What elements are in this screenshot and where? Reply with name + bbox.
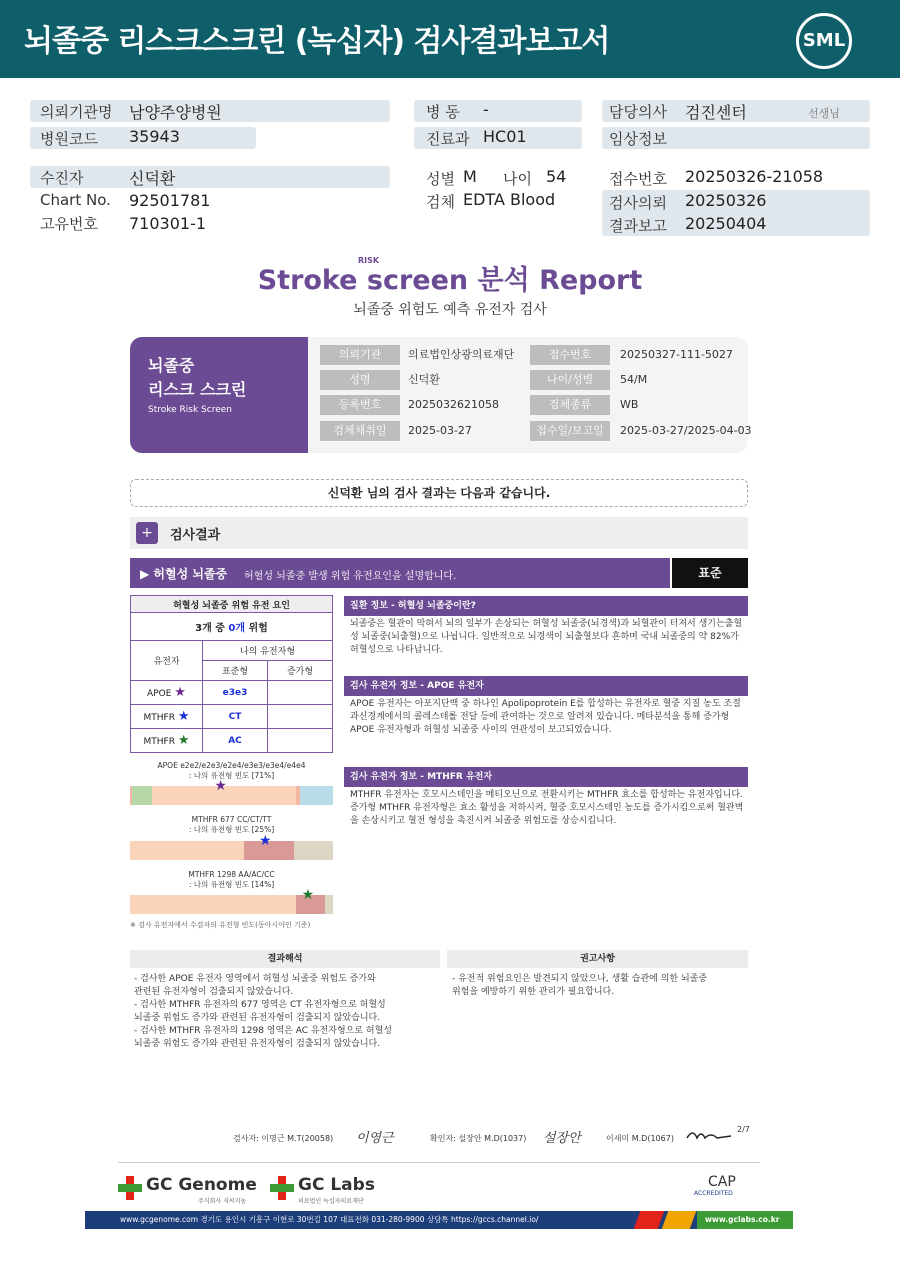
confirmer-signature: 설장안: [543, 1131, 581, 1146]
dept-label: 진료과: [426, 130, 470, 148]
gene-cell: [131, 729, 203, 753]
sml-logo: SML: [796, 13, 852, 69]
summary-post: 위험: [248, 623, 268, 634]
receipt-label: 접수번호: [609, 170, 667, 188]
interp-line: - 검사한 APOE 유전자 영역에서 허혈성 뇌졸중 위험도 증가와: [134, 974, 376, 984]
freq-segment: [325, 895, 333, 914]
name-pill: [30, 166, 390, 188]
summary-num: 0개: [228, 623, 246, 634]
info-value: 신덕환: [408, 373, 440, 386]
interp-line: 뇌졸중 위험도 증가와 관련된 유전자형이 검출되지 않았습니다.: [134, 1013, 381, 1023]
cap-sub: ACCREDITED: [694, 1190, 733, 1197]
freq-segment: [130, 895, 296, 914]
interp-line: 관련된 유전자형이 검출되지 않았습니다.: [134, 987, 294, 997]
specimen-label: 검체: [426, 193, 455, 211]
gene-table-title: 허혈성 뇌졸중 위험 유전 요인: [131, 596, 333, 613]
freq-label-2: [130, 815, 333, 835]
star-icon: ★: [177, 709, 190, 724]
freq-bar-apoe: [130, 786, 333, 805]
tester-label: 검사자: 이명근 M.T(20058): [233, 1134, 334, 1143]
info-value: 2025-03-27: [408, 424, 472, 437]
uid-label: 고유번호: [40, 215, 98, 233]
info-block-title: 검사 유전자 정보 - APOE 유전자: [344, 676, 748, 696]
freq-line: : 나의 유전형 빈도 [25%]: [188, 825, 275, 834]
info-value: 2025-03-27/2025-04-03: [620, 424, 752, 437]
gene-summary: [131, 613, 333, 641]
freq-line: MTHFR 677 CC/CT/TT: [191, 815, 272, 824]
genotype-star-icon: ★: [301, 887, 315, 903]
gc-cross-icon: [270, 1176, 294, 1200]
info-key: 검체종류: [530, 395, 610, 415]
recommendation-title: 권고사항: [447, 950, 748, 968]
gc-cross-icon: [118, 1176, 142, 1200]
page-number: 2/7: [737, 1125, 750, 1134]
card-en: Stroke Risk Screen: [148, 405, 232, 415]
interp-line: 뇌졸중 위험도 증가와 관련된 유전자형이 검출되지 않았습니다.: [134, 1039, 381, 1049]
bar-desc: 허혈성 뇌졸중 발생 위험 유전요인을 설명합니다.: [244, 571, 457, 582]
genotype-star-icon: ★: [259, 833, 272, 849]
stroke-card: [130, 337, 308, 453]
info-key: 검체채취일: [320, 421, 400, 441]
genotype-star-icon: ★: [214, 778, 227, 794]
hospital-code-label: 병원코드: [40, 130, 98, 148]
star-icon: ★: [174, 685, 186, 700]
info-value: 54/M: [620, 373, 648, 386]
info-value: 2025032621058: [408, 398, 499, 411]
footer-yellow-stripe: [662, 1211, 697, 1229]
page-title: 뇌졸중 리스크스크린 (녹십자) 검사결과보고서: [24, 24, 610, 59]
normal-header: 표준형: [203, 661, 268, 681]
gene-table: [130, 595, 333, 753]
tester-signature: 이영근: [356, 1131, 394, 1146]
rec-line: - 유전적 위험요인은 발견되지 않았으나, 생활 습관에 의한 뇌졸중: [452, 974, 708, 984]
doctor-value: 검진센터: [685, 103, 747, 122]
normal-cell: CT: [203, 705, 268, 729]
confirmer-label: 확인자: 설장안 M.D(1037): [430, 1134, 527, 1143]
freq-bar-mthfr677: [130, 841, 333, 860]
doctor-label: 담당의사: [609, 103, 667, 121]
info-key: 접수번호: [530, 345, 610, 365]
receipt-value: 20250326-21058: [685, 167, 824, 186]
info-block-text: APOE 유전자는 아포지단백 중 하나인 Apolipoprotein E를 합성하는 유전자로 혈중 지질 농도 조절과신경계에서의 콜레스테롤 전달 등에 관여하는 것으로 알려져 있습니다. 메타분석을 통해 증가형 APOE 유전자형과 허혈성 뇌졸중 사이의 연관성이 보고되었습니다.: [350, 699, 741, 735]
info-block-text: MTHFR 유전자는 호모시스테인을 메티오닌으로 전환시키는 MTHFR 효소를 합성하는 유전자입니다. 증가형 MTHFR 유전자형은 효소 활성을 저하시켜, 혈중 호모시스테인 농도를 증가시킴으로써 혈관벽을 손상시키고 혈전 형성을 촉진시켜 뇌졸중 위험도를 상승시킵니다.: [350, 790, 744, 826]
card-title-1: 뇌졸중: [148, 356, 195, 375]
request-value: 20250326: [685, 191, 767, 210]
gc-labs-logo: GC Labs: [298, 1175, 375, 1195]
interpretation-title: 결과해석: [130, 950, 440, 968]
normal-cell: e3e3: [203, 681, 268, 705]
risk-tag: RISK: [358, 256, 380, 265]
rec-line: 위험을 예방하기 위한 관리가 필요합니다.: [452, 987, 615, 997]
table-row: [131, 681, 333, 705]
chart-label: Chart No.: [40, 191, 111, 209]
folder-plus-icon: +: [136, 522, 158, 544]
sex-label: 성별: [426, 170, 455, 188]
star-icon: ★: [177, 733, 190, 748]
standard-badge: 표준: [672, 558, 748, 588]
name-label: 수진자: [40, 169, 84, 187]
dept-value: HC01: [483, 127, 527, 146]
report-label: 결과보고: [609, 217, 667, 235]
freq-line: MTHFR 1298 AA/AC/CC: [188, 870, 275, 879]
specimen-value: EDTA Blood: [463, 190, 556, 209]
ward-value: -: [483, 100, 489, 119]
section-title: 검사결과: [170, 528, 221, 543]
gene-cell: [131, 681, 203, 705]
freq-segment: [294, 841, 333, 860]
institution-label: 의뢰기관명: [40, 103, 113, 121]
freq-line: APOE e2e2/e2e3/e2e4/e3e3/e3e4/e4e4: [157, 761, 306, 770]
footer-address: www.gcgenome.com 경기도 용인시 기흥구 이현로 30번길 107 대표전화 031-280-9900 상담톡 https://gccs.channel.io/: [120, 1215, 539, 1224]
card-title-2: 리스크 스크린: [148, 380, 247, 399]
footer-red-stripe: [634, 1211, 665, 1229]
institution-value: 남양주양병원: [129, 103, 222, 122]
info-value: 20250327-111-5027: [620, 348, 733, 361]
freq-line: : 나의 유전형 빈도 [71%]: [188, 771, 275, 780]
freq-line: : 나의 유전형 빈도 [14%]: [188, 880, 275, 889]
interp-line: - 검사한 MTHFR 유전자의 1298 영역은 AC 유전자형으로 허혈성: [134, 1026, 392, 1036]
gc-genome-sub: 주식회사 지씨지놈: [198, 1198, 247, 1205]
info-block-title: 검사 유전자 정보 - MTHFR 유전자: [344, 767, 748, 787]
bar-title: ▶ 허혈성 뇌졸중: [140, 567, 228, 581]
info-value: 의료법인상광의료재단: [408, 348, 515, 361]
ward-label: 병 동: [426, 103, 460, 121]
sex-value: M: [463, 167, 477, 186]
freq-segment: [300, 786, 332, 805]
chart-value: 92501781: [129, 191, 211, 210]
gene-name: MTHFR: [143, 713, 175, 723]
info-key: 의뢰기관: [320, 345, 400, 365]
footer-divider: [118, 1162, 760, 1163]
report-subtitle: 뇌졸중 위험도 예측 유전자 검사: [353, 302, 547, 318]
increased-cell: [268, 681, 333, 705]
gene-col-header: 유전자: [131, 641, 203, 681]
gene-name: APOE: [147, 689, 172, 699]
gene-cell: [131, 705, 203, 729]
hospital-code-value: 35943: [129, 127, 180, 146]
info-key: 접수일/보고일: [530, 421, 610, 441]
table-row: [131, 705, 333, 729]
freq-note: ※ 검사 유전자에서 수검자의 유전형 빈도(동아시아인 기준): [130, 921, 311, 929]
info-value: WB: [620, 398, 639, 411]
gc-genome-logo: GC Genome: [146, 1175, 257, 1195]
doctor-suffix: 선생님: [808, 107, 840, 120]
section-header: [130, 517, 748, 549]
age-label: 나이: [503, 170, 532, 188]
normal-cell: AC: [203, 729, 268, 753]
request-label: 검사의뢰: [609, 194, 667, 212]
interpretation-text: [134, 973, 440, 1051]
freq-segment: [130, 841, 244, 860]
recommendation-text: [452, 973, 748, 999]
age-value: 54: [546, 167, 567, 186]
info-block-text: 뇌졸중은 혈관이 막혀서 뇌의 일부가 손상되는 허혈성 뇌졸중(뇌경색)과 뇌혈관이 터져서 생기는출혈성 뇌졸중(뇌출혈)으로 나뉩니다. 일반적으로 뇌경색이 뇌출혈보다 흔하며 국내 뇌졸중의 약 82%가 허혈성으로 나타납니다.: [350, 619, 743, 655]
report-value: 20250404: [685, 214, 767, 233]
md-signature-icon: [685, 1126, 735, 1144]
clinical-label: 임상정보: [609, 130, 667, 148]
increased-cell: [268, 705, 333, 729]
table-row: [131, 729, 333, 753]
report-title: Stroke screen 분석 Report: [257, 265, 643, 296]
uid-value: 710301-1: [129, 214, 207, 233]
interp-line: - 검사한 MTHFR 유전자의 677 영역은 CT 유전자형으로 허혈성: [134, 1000, 386, 1010]
gc-labs-sub: 의료법인 녹십자의료재단: [298, 1198, 364, 1205]
footer-bar: [85, 1211, 793, 1229]
md-label: 이새미 M.D(1067): [606, 1134, 674, 1143]
ischemic-stroke-bar: [130, 558, 670, 588]
info-block-title: 질환 정보 - 허혈성 뇌졸중이란?: [344, 596, 748, 616]
result-message: 신덕환 님의 검사 결과는 다음과 같습니다.: [130, 479, 748, 507]
freq-label-1: [130, 761, 333, 781]
freq-segment: [132, 786, 152, 805]
my-type-header: 나의 유전자형: [203, 641, 333, 661]
info-key: 성명: [320, 370, 400, 390]
info-key: 등록번호: [320, 395, 400, 415]
info-key: 나이/성별: [530, 370, 610, 390]
name-value: 신덕환: [129, 169, 176, 188]
increased-cell: [268, 729, 333, 753]
gene-name: MTHFR: [143, 737, 175, 747]
increased-header: 증가형: [268, 661, 333, 681]
report-info-box: [308, 337, 752, 453]
footer-site: www.gclabs.co.kr: [705, 1215, 780, 1224]
summary-pre: 3개 중: [195, 623, 225, 634]
cap-logo: CAP: [708, 1174, 736, 1190]
